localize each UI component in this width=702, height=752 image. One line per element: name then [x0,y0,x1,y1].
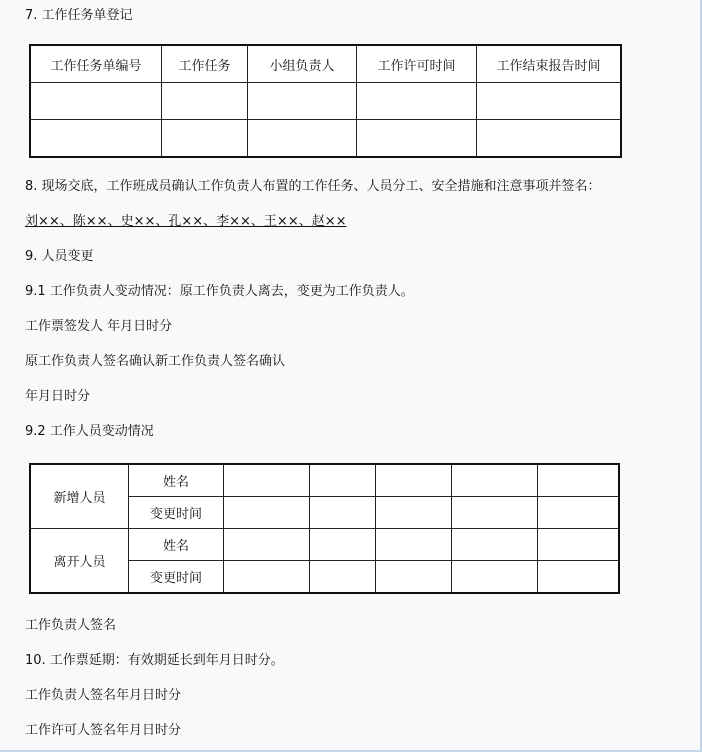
table-cell [477,120,622,158]
table-cell [376,529,452,561]
table-cell [376,561,452,594]
table-cell [224,497,310,529]
personnel-change-table [29,463,620,594]
header-end-report-time: 工作结束报告时间 [477,45,622,83]
table-cell [452,529,538,561]
table-cell [310,464,376,497]
change-time-label: 变更时间 [129,497,224,529]
table-cell [376,464,452,497]
table-cell [224,464,310,497]
table-cell [452,497,538,529]
leader-sign-label: 工作负责人签名 [25,618,117,633]
header-task-number: 工作任务单编号 [30,45,162,83]
name-label: 姓名 [129,464,224,497]
name-label: 姓名 [129,529,224,561]
table-cell [224,561,310,594]
table-row [30,464,619,497]
table-cell [452,464,538,497]
table-cell [357,83,477,120]
member-signatures: 刘××、陈××、史××、孔××、李××、王××、赵×× [25,214,347,229]
issuer-line: 工作票签发人 年月日时分 [25,319,173,334]
table-row [30,83,621,120]
table-cell [162,120,248,158]
table-cell [248,120,357,158]
table-cell [538,464,620,497]
table-cell [248,83,357,120]
table-cell [30,120,162,158]
section-8-text: 8. 现场交底，工作班成员确认工作负责人布置的工作任务、人员分工、安全措施和注意事项并签名： [25,179,601,194]
table-cell [310,561,376,594]
signature-confirm-line: 原工作负责人签名确认新工作负责人签名确认 [25,354,286,369]
section-7-heading: 7. 工作任务单登记 [25,8,133,23]
table-row [30,529,619,561]
work-task-registration-table [29,44,622,158]
table-cell [376,497,452,529]
section-9-heading: 9. 人员变更 [25,249,94,264]
table-cell [310,529,376,561]
section-9-2-text: 9.2 工作人员变动情况 [25,424,154,439]
header-group-leader: 小组负责人 [248,45,357,83]
leader-sign-datetime: 工作负责人签名年月日时分 [25,688,182,703]
table-cell [452,561,538,594]
section-10-text: 10. 工作票延期：有效期延长到年月日时分。 [25,653,284,668]
table-cell [162,83,248,120]
change-time-label: 变更时间 [129,561,224,594]
table-header-row [30,45,621,83]
table-cell [310,497,376,529]
section-9-1-text: 9.1 工作负责人变动情况：原工作负责人离去，变更为工作负责人。 [25,284,414,299]
permit-sign-datetime: 工作许可人签名年月日时分 [25,723,182,738]
table-cell [477,83,622,120]
table-cell [538,561,620,594]
added-personnel-label: 新增人员 [30,464,129,529]
table-row [30,120,621,158]
table-cell [538,497,620,529]
table-cell [357,120,477,158]
header-task: 工作任务 [162,45,248,83]
datetime-line: 年月日时分 [25,389,91,404]
header-permit-time: 工作许可时间 [357,45,477,83]
departed-personnel-label: 离开人员 [30,529,129,594]
table-cell [30,83,162,120]
table-cell [538,529,620,561]
table-cell [224,529,310,561]
